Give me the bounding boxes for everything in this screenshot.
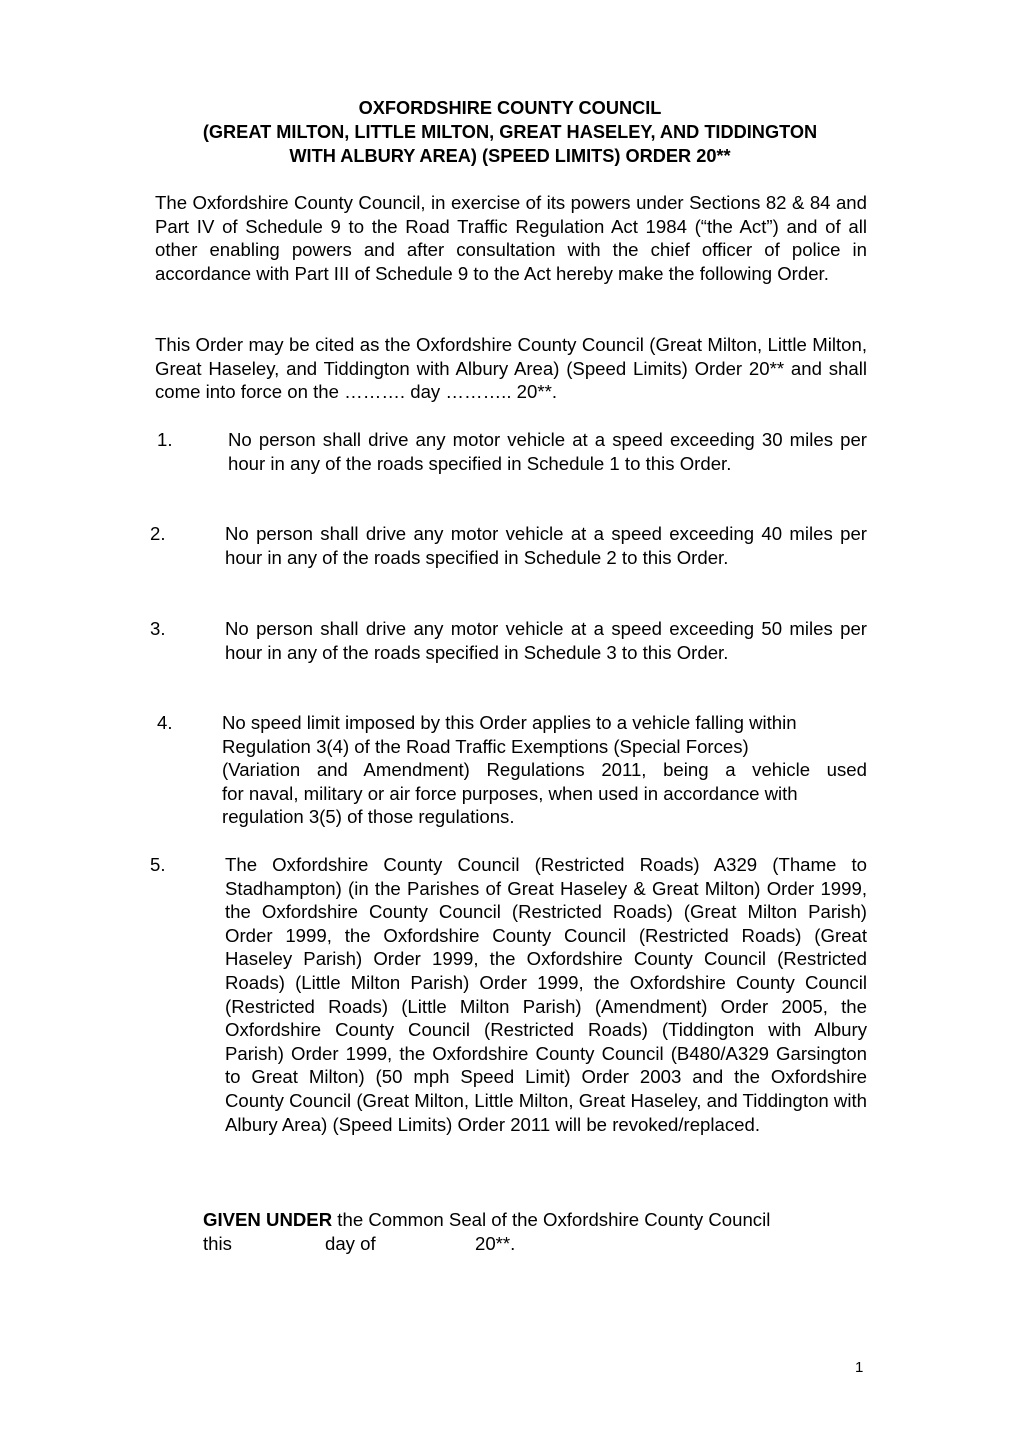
clause-line: Regulation 3(4) of the Road Traffic Exemptions (Special Forces)	[222, 735, 749, 757]
preamble-paragraph: The Oxfordshire County Council, in exercise of its powers under Sections 82 & 84 and Part IV of Schedule 9 to the Road Traffic Regulation Act 1984 (“the Act”) and of all other enabling powers and after consultation with the chief officer of police in accordance with Part III of Schedule 9 to the Act hereby make the following Order.	[155, 192, 867, 284]
sealing-year-label: 20**.	[475, 1233, 516, 1254]
clause-line: No speed limit imposed by this Order applies to a vehicle falling within	[222, 712, 797, 733]
sealing-text: the Common Seal of the Oxfordshire County Council	[332, 1209, 771, 1230]
clause-number: 4.	[157, 712, 173, 733]
sealing-clause	[203, 1208, 863, 1232]
sealing-this-label: this	[203, 1233, 232, 1254]
clause-number: 2.	[150, 523, 166, 544]
clause-line: for naval, military or air force purposes, when used in accordance with	[222, 782, 798, 804]
title-line-1: OXFORDSHIRE COUNTY COUNCIL	[358, 98, 662, 118]
sealing-date-line	[203, 1232, 863, 1256]
clause-text	[222, 711, 867, 829]
clause-text: No person shall drive any motor vehicle at a speed exceeding 40 miles per hour in any of the roads specified in Schedule 2 to this Order.	[225, 523, 867, 568]
clause-number: 1.	[157, 429, 173, 450]
citation-paragraph: This Order may be cited as the Oxfordshire County Council (Great Milton, Little Milton, Great Haseley, and Tiddington with Albury Area) (Speed Limits) Order 20** and shall come into force on the ………. day ……….. 20**.	[155, 334, 867, 403]
clause-text: The Oxfordshire County Council (Restricted Roads) A329 (Thame to Stadhampton) (in the Parishes of Great Haseley & Great Milton) Order 1999, the Oxfordshire County Council (Restricted Roads) (Great Milton Parish) Order 1999, the Oxfordshire County Council (Restricted Roads) (Great Haseley Parish) Order 1999, the Oxfordshire County Council (Restricted Roads) (Little Milton Parish) Order 1999, the Oxfordshire County Council (Restricted Roads) (Little Milton Parish) (Amendment) Order 2005, the Oxfordshire County Council (Restricted Roads) (Tiddington with Albury Parish) Order 1999, the Oxfordshire County Council (B480/A329 Garsington to Great Milton) (50 mph Speed Limit) Order 2003 and the Oxfordshire County Council (Great Milton, Little Milton, Great Haseley, and Tiddington with Albury Area) (Speed Limits) Order 2011 will be revoked/replaced.	[225, 854, 867, 1135]
clause-text: No person shall drive any motor vehicle at a speed exceeding 50 miles per hour in any of the roads specified in Schedule 3 to this Order.	[225, 618, 867, 663]
clause-number: 5.	[150, 854, 166, 875]
clause-text: No person shall drive any motor vehicle at a speed exceeding 30 miles per hour in any of the roads specified in Schedule 1 to this Order.	[228, 429, 867, 474]
title-line-3: WITH ALBURY AREA) (SPEED LIMITS) ORDER 20**	[289, 146, 731, 166]
clause-line: regulation 3(5) of those regulations.	[222, 806, 515, 828]
sealing-day-of-label: day of	[325, 1233, 376, 1254]
page-number: 1	[855, 1359, 864, 1376]
clause-line: (Variation and Amendment) Regulations 2011, being a vehicle used	[222, 759, 867, 781]
clause-number: 3.	[150, 618, 166, 639]
sealing-bold-lead: GIVEN UNDER	[203, 1209, 333, 1230]
document-title	[150, 96, 870, 168]
title-line-2: (GREAT MILTON, LITTLE MILTON, GREAT HASELEY, AND TIDDINGTON	[202, 122, 818, 142]
